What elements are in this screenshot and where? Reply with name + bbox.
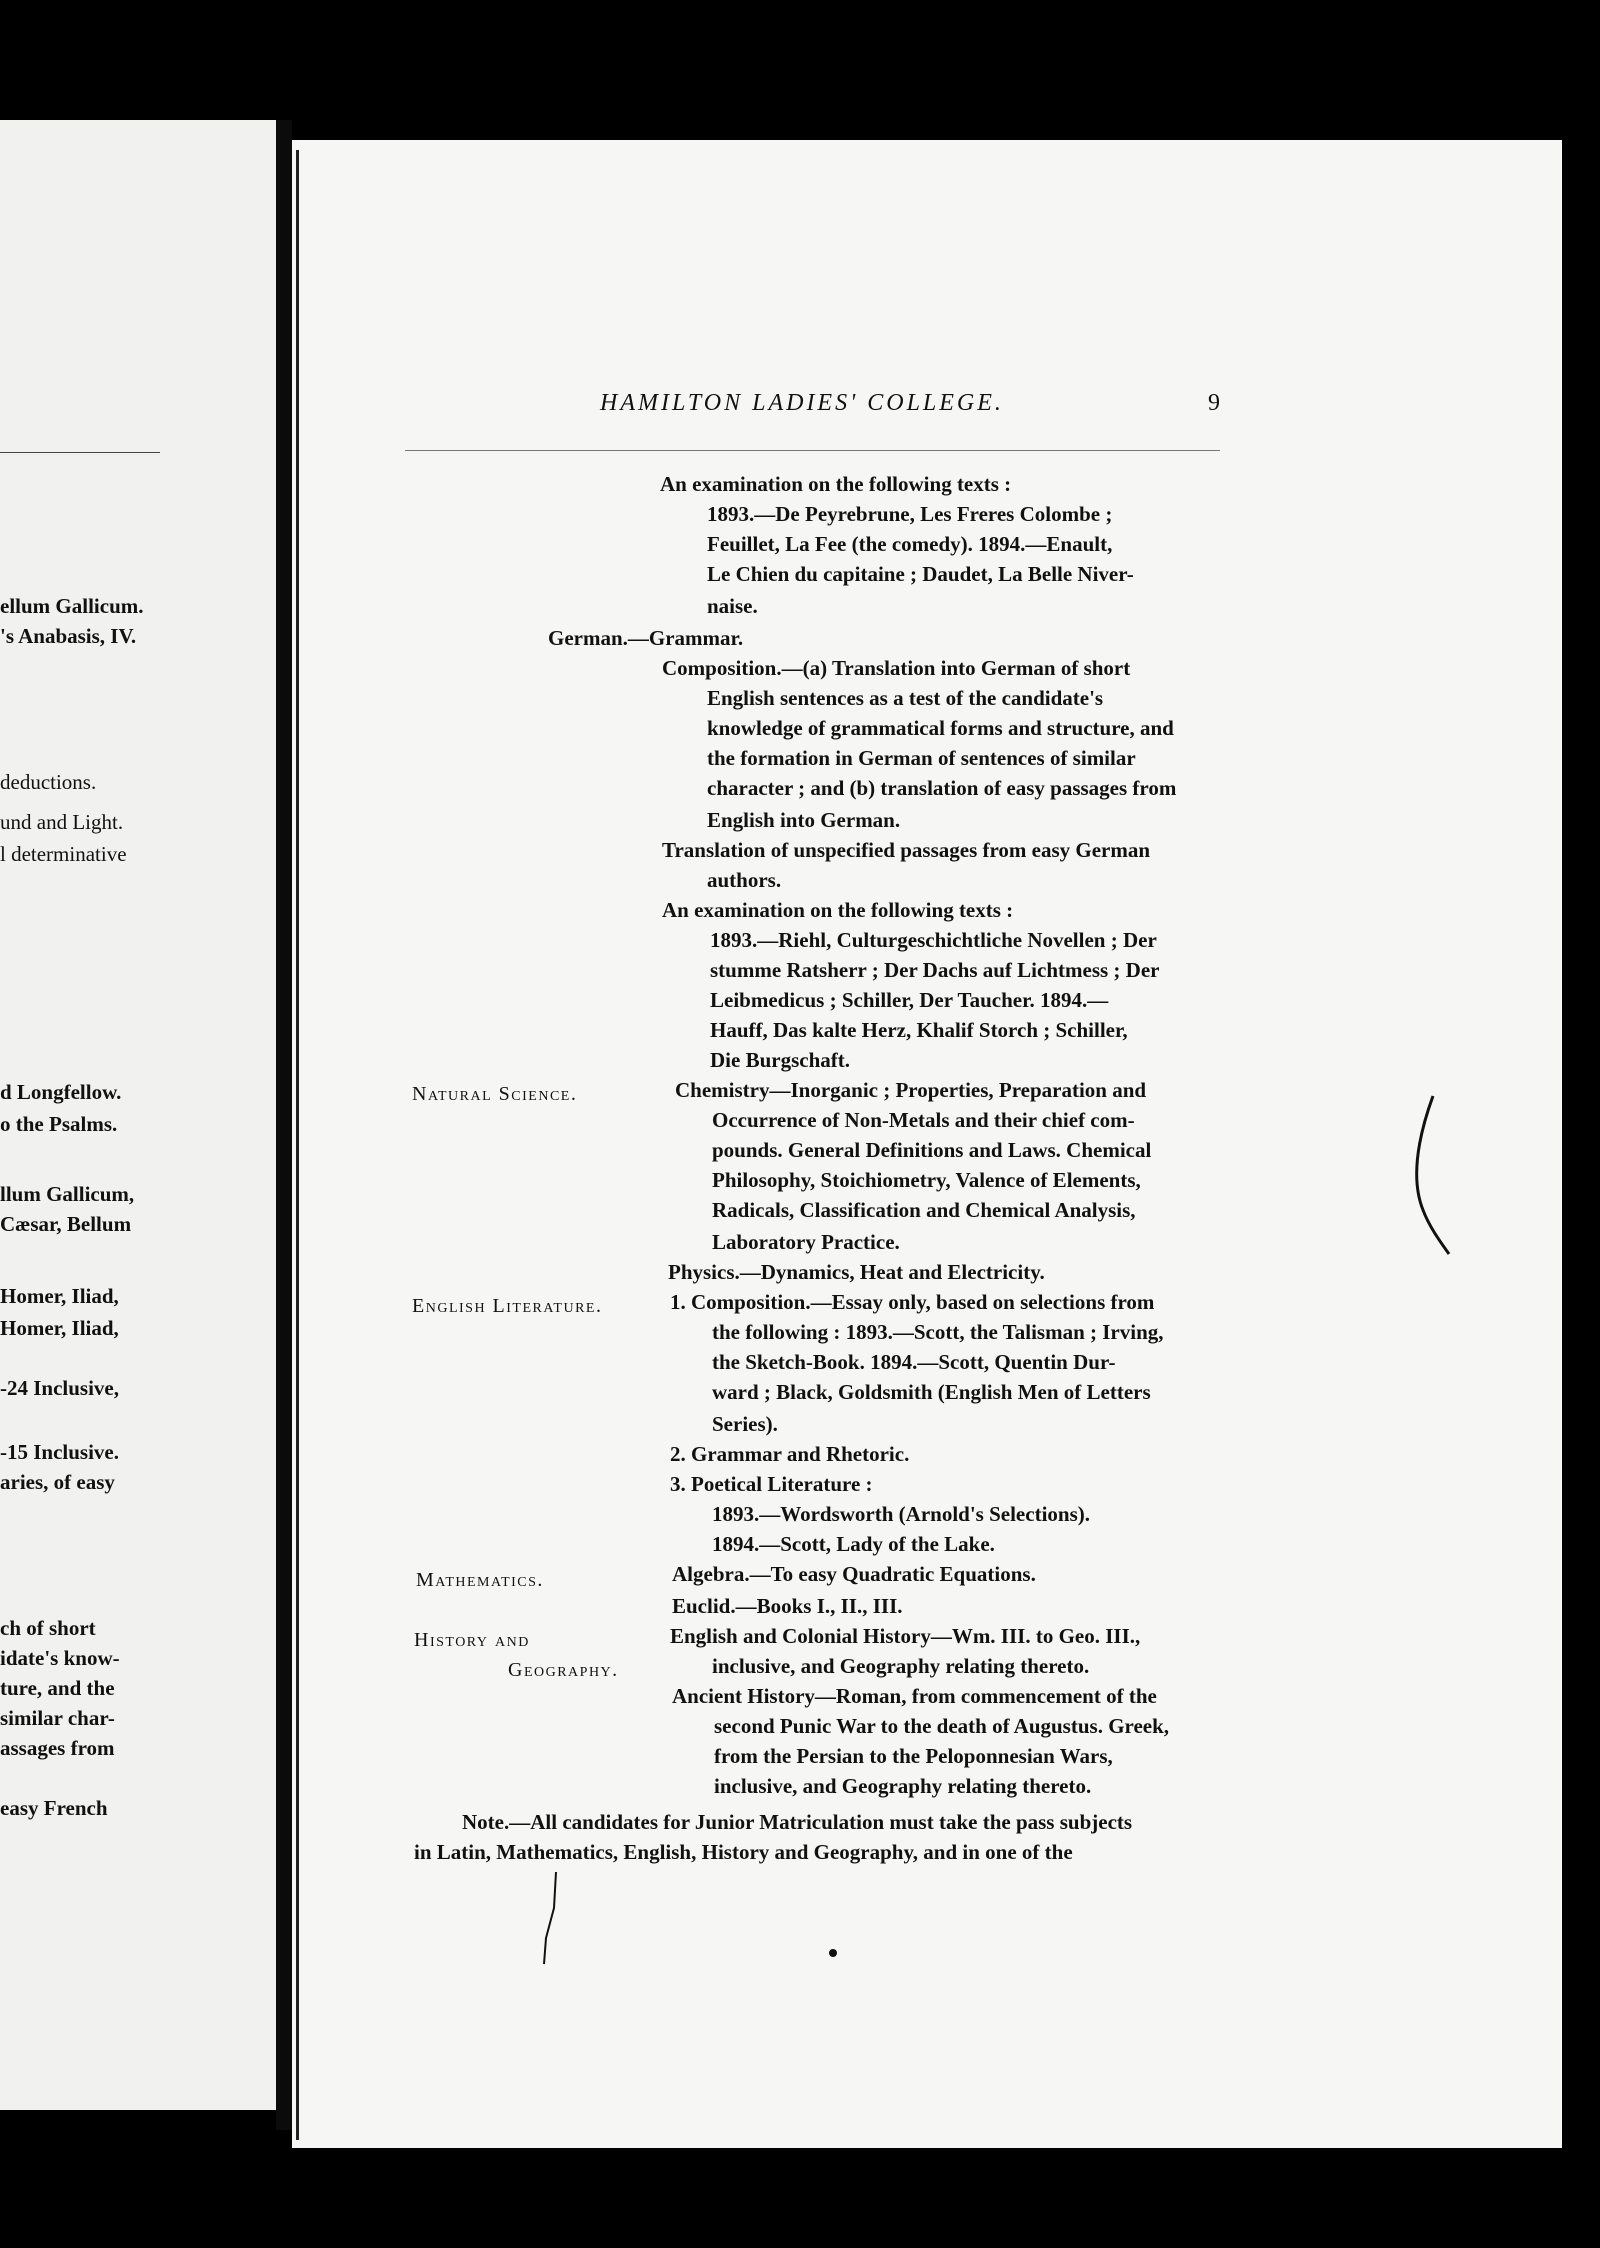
english-line: 2. Grammar and Rhetoric. (670, 1442, 910, 1466)
german-texts-intro: An examination on the following texts : (662, 898, 1014, 922)
left-line: llum Gallicum, (0, 1182, 135, 1206)
german-translation: authors. (707, 868, 782, 892)
history-line: English and Colonial History—Wm. III. to Geo. III., (670, 1624, 1141, 1648)
english-line: 1893.—Wordsworth (Arnold's Selections). (712, 1502, 1090, 1526)
left-line: ellum Gallicum. (0, 594, 144, 618)
german-composition: Composition.—(a) Translation into German of short (662, 656, 1131, 680)
left-line: o the Psalms. (0, 1112, 118, 1136)
science-line: pounds. General Definitions and Laws. Chemical (712, 1138, 1152, 1162)
science-line: Laboratory Practice. (712, 1230, 900, 1254)
left-line: Homer, Iliad, (0, 1316, 119, 1340)
science-line: Occurrence of Non-Metals and their chief com- (712, 1108, 1135, 1132)
english-line: the Sketch-Book. 1894.—Scott, Quentin Dur- (712, 1350, 1116, 1374)
german-composition: knowledge of grammatical forms and structure, and (707, 716, 1174, 740)
english-line: 3. Poetical Literature : (670, 1472, 873, 1496)
left-line: ch of short (0, 1616, 96, 1640)
pen-mark (1405, 1090, 1455, 1260)
science-line: Physics.—Dynamics, Heat and Electricity. (668, 1260, 1045, 1284)
german-text: Leibmedicus ; Schiller, Der Taucher. 1894.— (710, 988, 1109, 1012)
book-gutter (276, 120, 292, 2130)
german-text: 1893.—Riehl, Culturgeschichtliche Novellen ; Der (710, 928, 1157, 952)
left-line: l determinative (0, 842, 127, 866)
left-page (0, 120, 280, 2110)
page-number: 9 (1208, 390, 1220, 416)
left-line: idate's know- (0, 1646, 120, 1670)
left-line: 's Anabasis, IV. (0, 624, 137, 648)
german-text: Hauff, Das kalte Herz, Khalif Storch ; Schiller, (710, 1018, 1128, 1042)
left-line: easy French (0, 1796, 108, 1820)
german-label: German.—Grammar. (548, 626, 744, 650)
header-rule (405, 450, 1220, 451)
left-line: similar char- (0, 1706, 115, 1730)
left-line: Cæsar, Bellum (0, 1212, 132, 1236)
french-line: Feuillet, La Fee (the comedy). 1894.—Enault, (707, 532, 1113, 556)
french-line: 1893.—De Peyrebrune, Les Freres Colombe ; (707, 502, 1113, 526)
history-line: from the Persian to the Peloponnesian Wars, (714, 1744, 1113, 1768)
german-composition: English sentences as a test of the candidate's (707, 686, 1104, 710)
french-line: naise. (707, 594, 758, 618)
history-line: inclusive, and Geography relating thereto. (714, 1774, 1092, 1798)
history-label: History and (414, 1629, 530, 1651)
german-translation: Translation of unspecified passages from easy German (662, 838, 1151, 862)
note-line: in Latin, Mathematics, English, History and Geography, and in one of the (414, 1840, 1073, 1864)
mathematics-label: Mathematics. (416, 1569, 544, 1591)
pen-mark (536, 1868, 566, 1968)
history-line: second Punic War to the death of Augustus. Greek, (714, 1714, 1170, 1738)
english-line: the following : 1893.—Scott, the Talisman ; Irving, (712, 1320, 1164, 1344)
german-text: stumme Ratsherr ; Der Dachs auf Lichtmess ; Der (710, 958, 1160, 982)
english-line: 1. Composition.—Essay only, based on selections from (670, 1290, 1155, 1314)
left-line: Homer, Iliad, (0, 1284, 119, 1308)
history-line: Ancient History—Roman, from commencement of the (672, 1684, 1157, 1708)
german-composition: English into German. (707, 808, 901, 832)
german-text: Die Burgschaft. (710, 1048, 850, 1072)
left-line: -15 Inclusive. (0, 1440, 120, 1464)
ink-dot (826, 1946, 840, 1960)
english-line: ward ; Black, Goldsmith (English Men of Letters (712, 1380, 1151, 1404)
left-line: aries, of easy (0, 1470, 115, 1494)
science-line: Philosophy, Stoichiometry, Valence of Elements, (712, 1168, 1141, 1192)
german-composition: the formation in German of sentences of similar (707, 746, 1136, 770)
left-line: deductions. (0, 770, 97, 794)
note-line: Note.—All candidates for Junior Matriculation must take the pass subjects (462, 1810, 1133, 1834)
french-intro: An examination on the following texts : (660, 472, 1012, 496)
running-header: HAMILTON LADIES' COLLEGE. (600, 390, 1004, 416)
math-line: Euclid.—Books I., II., III. (672, 1594, 903, 1618)
english-line: Series). (712, 1412, 778, 1436)
left-line: d Longfellow. (0, 1080, 122, 1104)
history-line: inclusive, and Geography relating thereto. (712, 1654, 1090, 1678)
french-line: Le Chien du capitaine ; Daudet, La Belle Niver- (707, 562, 1134, 586)
natural-science-label: Natural Science. (412, 1083, 578, 1105)
english-line: 1894.—Scott, Lady of the Lake. (712, 1532, 995, 1556)
left-rule (0, 452, 160, 453)
english-literature-label: English Literature. (412, 1295, 603, 1317)
page-fold (296, 150, 299, 2140)
science-line: Chemistry—Inorganic ; Properties, Preparation and (675, 1078, 1147, 1102)
left-line: -24 Inclusive, (0, 1376, 120, 1400)
left-line: assages from (0, 1736, 115, 1760)
left-line: ture, and the (0, 1676, 115, 1700)
german-composition: character ; and (b) translation of easy passages from (707, 776, 1177, 800)
math-line: Algebra.—To easy Quadratic Equations. (672, 1562, 1036, 1586)
left-line: und and Light. (0, 810, 124, 834)
science-line: Radicals, Classification and Chemical Analysis, (712, 1198, 1136, 1222)
geography-label: Geography. (508, 1659, 619, 1681)
